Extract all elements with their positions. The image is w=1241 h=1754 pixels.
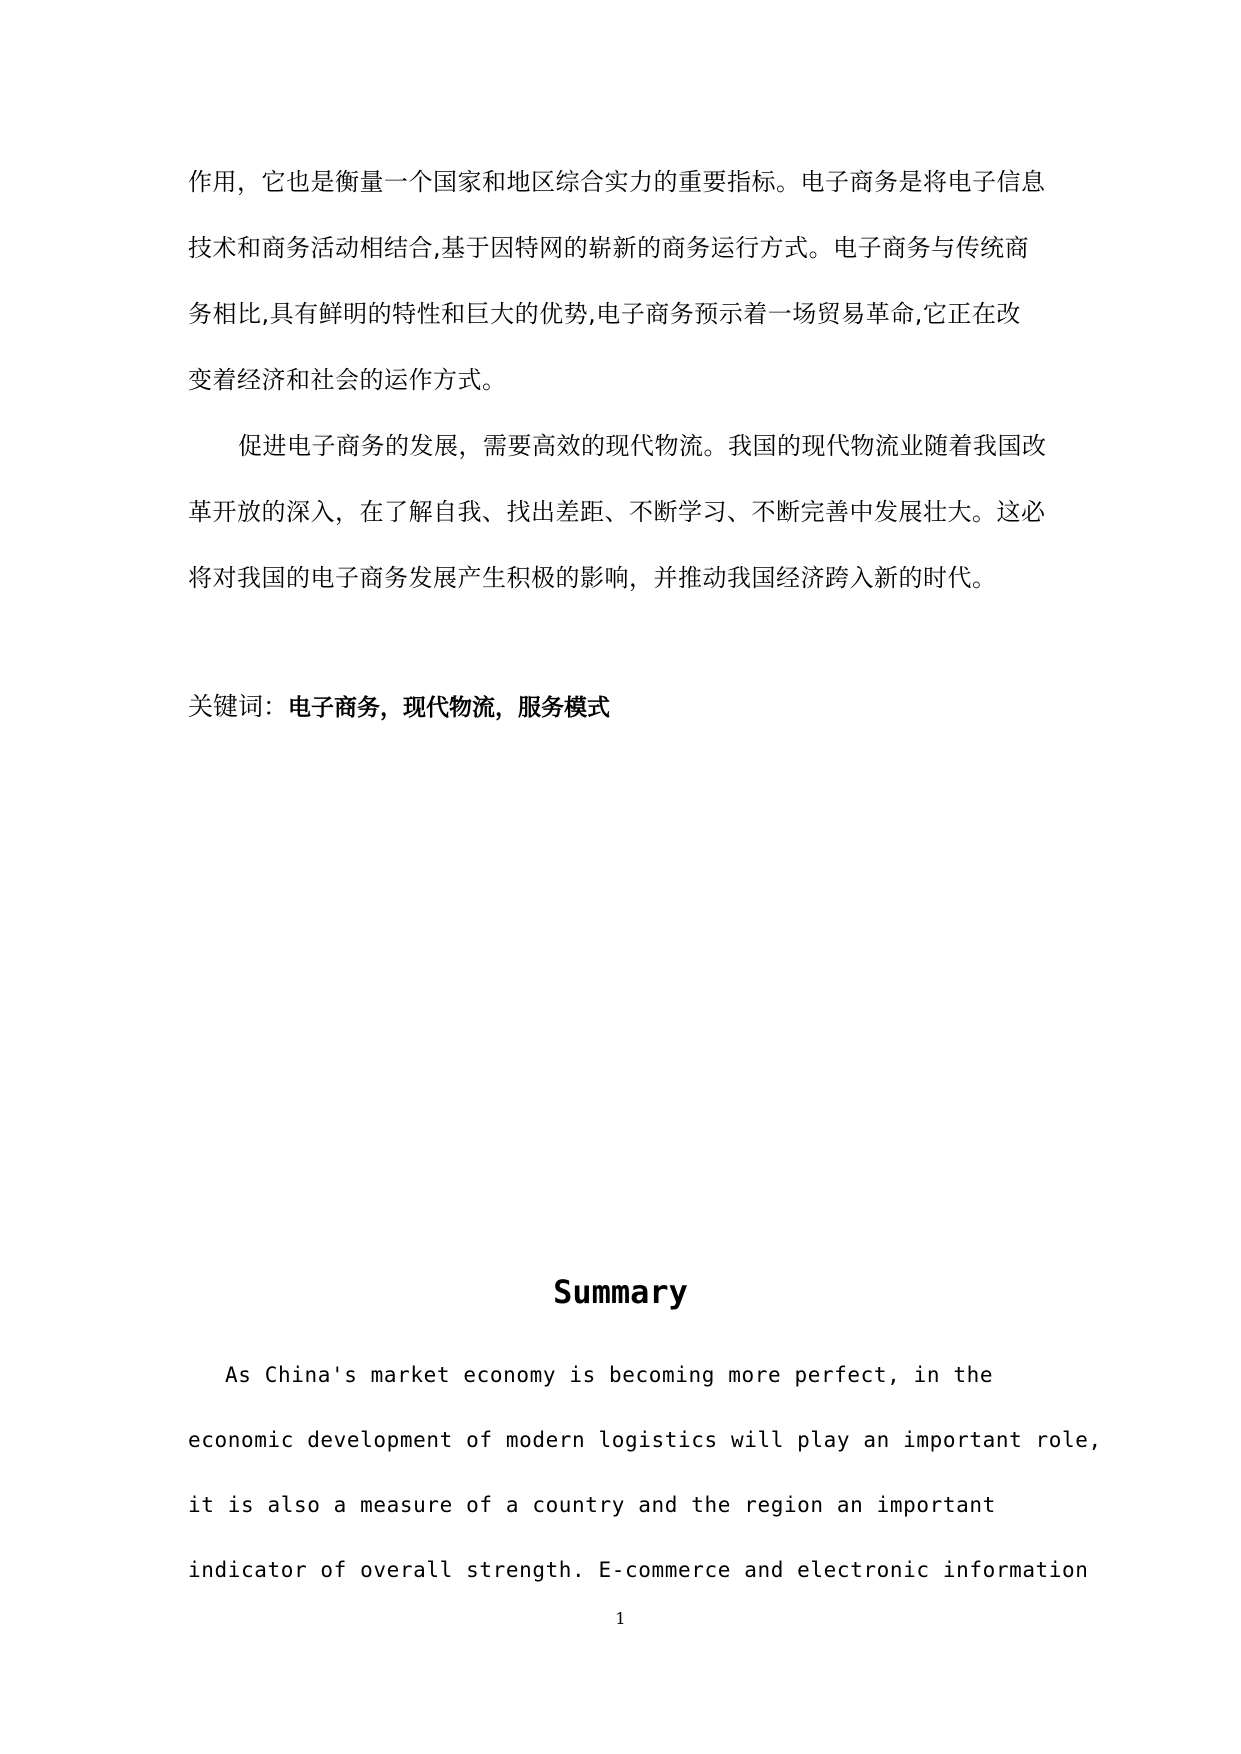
paragraph-line: 革开放的深入，在了解自我、找出差距、不断学习、不断完善中发展壮大。这必 <box>188 498 1046 526</box>
paragraph-line: 将对我国的电子商务发展产生积极的影响，并推动我国经济跨入新的时代。 <box>188 564 997 592</box>
summary-title: Summary <box>553 1273 688 1311</box>
keywords-line <box>188 690 610 725</box>
paragraph-line: 技术和商务活动相结合,基于因特网的崭新的商务运行方式。电子商务与传统商 <box>188 234 1030 262</box>
summary-line: As China's market economy is becoming more perfect, in the <box>225 1363 994 1387</box>
keywords-value: 电子商务，现代物流，服务模式 <box>288 695 611 721</box>
summary-line: it is also a measure of a country and the region an important <box>188 1493 996 1517</box>
paragraph-line: 变着经济和社会的运作方式。 <box>188 366 507 394</box>
paragraph-line: 务相比,具有鲜明的特性和巨大的优势,电子商务预示着一场贸易革命,它正在改 <box>188 300 1021 328</box>
summary-line: indicator of overall strength. E-commerce and electronic information <box>188 1558 1089 1582</box>
paragraph-line: 作用，它也是衡量一个国家和地区综合实力的重要指标。电子商务是将电子信息 <box>188 168 1046 196</box>
summary-line: economic development of modern logistics will play an important role, <box>188 1428 1102 1452</box>
page-number: 1 <box>615 1609 626 1628</box>
keywords-label: 关键词： <box>188 692 289 721</box>
paragraph-line: 促进电子商务的发展，需要高效的现代物流。我国的现代物流业随着我国改 <box>238 432 1047 460</box>
